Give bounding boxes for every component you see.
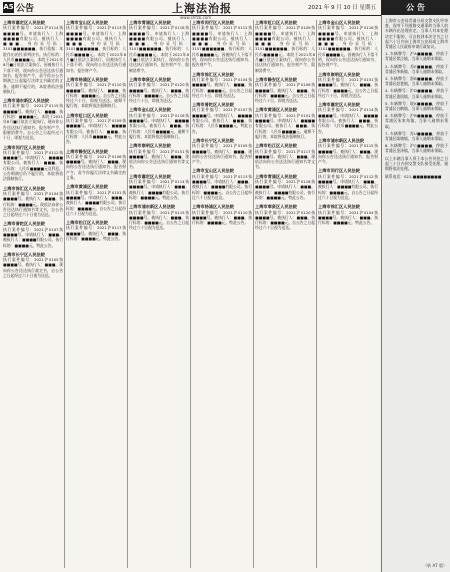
sidebar-paragraph: 2. 车辆牌号：苏E■■■■，停放于青浦区华新镇，当事人逾期未领取。 (385, 63, 448, 74)
notice-item (318, 20, 378, 68)
notice-title: 上海市闵行区人民法院 (318, 168, 360, 174)
notice-body: 执行案件编号：2021沪0106执■■■■号。被执行人：■■■。执行标的：■■■■元。自公告之日起经过六十日，即视为送达。 (255, 82, 315, 104)
notice-title: 上海市奉贤区人民法院 (255, 204, 297, 210)
notice-title: 上海市松江区人民法院 (66, 220, 108, 226)
notice-column (3, 20, 63, 568)
notice-body: 执行案件编号：2021沪0117执■■■■号。被执行人：■■■。执行标的：■■■■元。特此公告。 (66, 225, 126, 241)
continued-note: （转 A7 版） (423, 563, 447, 568)
notice-item (318, 102, 378, 134)
notice-title: 上海市嘉定区人民法院 (129, 173, 171, 179)
notice-title: 上海市徐汇区人民法院 (3, 185, 45, 191)
sidebar-paragraph: 7. 车辆牌号：苏U■■■■，停放于青浦区练塘镇，当事人逾期未领取。 (385, 130, 448, 142)
notice-body: 执行案件编号：2021沪0114执■■■■号。申请执行人：■■■■有限公司。被执行人：■■■。执行标的：人民币■■■■元。特此公告。 (318, 107, 378, 134)
notice-column (129, 20, 189, 568)
notice-item (192, 138, 252, 164)
notice-body: 执行案件编号：2021沪0105执■■■■号。被执行人：■■■。现向你公告送达执行裁定书，自公告之日起经过六十日视为送达。 (3, 257, 63, 279)
notice-title: 上海市闵行区人民法院 (192, 20, 234, 25)
notice-item (3, 98, 63, 140)
sidebar-paragraph: 6. 车辆牌号：沪B■■■■，停放于青浦区朱家角镇，当事人逾期未领取。 (385, 113, 448, 129)
sidebar-paragraph: 1. 车辆牌号：沪A■■■■，停放于青浦区徐泾镇，当事人逾期未领取。 (385, 51, 448, 62)
notice-item (318, 204, 378, 225)
notice-column (192, 20, 252, 568)
notice-item (129, 143, 189, 169)
notice-item (3, 145, 63, 182)
notice-item (318, 138, 378, 164)
notice-title: 上海市青浦区人民法院 (129, 20, 171, 25)
notice-title: 上海市金山区人民法院 (129, 107, 171, 113)
notice-title: 上海市虹口区人民法院 (66, 112, 108, 118)
sidebar-paragraph: 8. 车辆牌号：沪C■■■■，停放于青浦区金泽镇，当事人逾期未领取。 (385, 143, 448, 154)
notice-title: 上海市青浦区人民法院 (255, 173, 297, 179)
notice-item (3, 186, 63, 218)
notice-body: 执行案件编号：2021沪0116执■■■■号。申请执行人：■■■■有限公司。被执行人：■■■。执行标的：人民币■■■■元。逾期不履行的，本院将依法强制执行。 (129, 112, 189, 139)
notice-item (66, 20, 126, 73)
notice-item (66, 77, 126, 109)
notice-title: 上海市杨浦区人民法院 (66, 76, 108, 82)
notice-title: 上海市杨浦区人民法院 (192, 204, 234, 210)
notice-item (66, 184, 126, 216)
notice-column (255, 20, 315, 568)
notice-body: 执行案件编号：2021沪0107执■■■■号。申请执行人：■■■。被执行人：■■■■有限公司。执行标的：■■■■元。特此公告。 (3, 226, 63, 248)
notice-item (192, 102, 252, 134)
sidebar-paragraph: 4. 车辆牌号：沪D■■■■，停放于青浦区重固镇，当事人逾期未领取。 (385, 88, 448, 99)
notice-body: 执行案件编号：2021沪0109执■■■■号。申请执行人：■■■■有限公司。被执行人：■■■。执行标的：人民币■■■■元。特此公告。 (66, 118, 126, 145)
notice-item (192, 20, 252, 68)
section-title: 公告 (16, 4, 35, 14)
notice-title: 上海市长宁区人民法院 (192, 137, 234, 143)
notice-item (255, 143, 315, 169)
notice-body: 执行案件编号：2021沪0115执■■■■号。被执行人：■■■。执行标的：■■■■元。自公告之日起经过六十日视为送达。 (129, 209, 189, 231)
sidebar-column (381, 15, 450, 572)
notice-title: 上海市虹口区人民法院 (255, 20, 297, 25)
notice-title: 上海市黄浦区人民法院 (255, 107, 297, 113)
notice-item (66, 220, 126, 241)
notice-title: 上海市静安区人民法院 (66, 148, 108, 154)
notice-body: 执行案件编号：2021沪0104执■■■■号。被执行人：■■■。执行标的：■■■■元。特此公告。 (318, 209, 378, 226)
notice-item (192, 204, 252, 225)
website-url: www.shfzb.com (180, 15, 212, 20)
column-divider (64, 20, 65, 568)
notice-title: 上海市浦东新区人民法院 (3, 98, 50, 104)
notice-body: 执行案件编号：2021沪0151执■■■■号。被执行人：■■■。执行标的：■■■■元。自公告之日起经过六十日，即视为送达。 (318, 76, 378, 98)
notice-body: 执行案件编号：2021沪0113执■■■■号。申请执行人：■■■。被执行人：■■■■有限公司。执行标的：■■■■元。自公告之日起经过六十日视为送达。 (192, 173, 252, 200)
notice-item (129, 107, 189, 139)
notice-body: 执行案件编号：2021沪0117执■■■■号。被执行人：■■■。现依法向你公告送达执行通知书等文书。 (255, 148, 315, 170)
notice-body: 执行案件编号：2021沪0114执■■■■号。申请执行人：上海■■■■有限公司。被执行人：■■■，身份证号码：3101■■■■■■。执行依据：本院作出的民事判决书。执行标的：人民币■■■■元。本院于2021年8月■日依法立案执行。因被执行人下落不明，现向你公告送达执行通知书、报告财产令，责令你自公告期满之日起履行法律文书确定的义务。逾期不履行的，本院将依法强制执行。 (3, 25, 63, 94)
contact-number: 021-■■■■■■■■ (403, 174, 442, 180)
notice-body: 执行案件编号：2021沪0112执■■■■号。申请执行人：■■■。被执行人：■■■■有限公司。执行标的：■■■■元。自公告之日起经过六十日视为送达。 (318, 173, 378, 200)
notice-item (3, 20, 63, 94)
notice-item (3, 252, 63, 278)
column-divider (253, 20, 254, 568)
notice-body: 执行案件编号：2021沪0106执■■■■号。被执行人：■■■。现向你公告送达执行通知书、报告财产令，责令你履行法律文书确定的义务。 (66, 153, 126, 181)
column-divider (190, 20, 191, 568)
notice-body: 执行案件编号：2021沪0115执■■■■号。被执行人：■■■。执行标的：■■■■元。本院于2021年8月■日依法立案执行。现向你公告送达执行通知书、报告财产令、限制消费令。自公告之日起经过六十日，即视为送达。 (3, 103, 63, 141)
notice-title: 上海市松江区人民法院 (255, 143, 297, 149)
sidebar-contact (382, 171, 450, 179)
notice-body: 执行案件编号：2021沪0120执■■■■号。被执行人：■■■。执行标的：■■■■元。自公告之日起经过六十日视为送达。 (255, 209, 315, 231)
notice-title: 上海市奉贤区人民法院 (129, 76, 171, 82)
sidebar-title: 公 告 (381, 0, 450, 15)
notice-body: 执行案件编号：2021沪0114执■■■■号。申请执行人：■■■。被执行人：■■■■有限公司。执行标的：■■■■元。特此公告。 (129, 179, 189, 200)
column-divider (127, 20, 128, 568)
notice-body: 执行案件编号：2021沪0101执■■■■号。申请执行人：■■■■有限公司。被执行人：■■■。执行标的：人民币■■■■元。逾期不履行的，本院将依法强制执行。 (255, 112, 315, 139)
notice-title: 上海市嘉定区人民法院 (3, 20, 45, 25)
notice-item (129, 204, 189, 230)
notice-title: 上海市黄浦区人民法院 (66, 184, 108, 190)
notice-item (255, 20, 315, 73)
notice-item (192, 72, 252, 98)
notice-title: 上海市徐汇区人民法院 (192, 71, 234, 77)
notice-body: 执行案件编号：2021沪0120执■■■■号。被执行人：■■■。执行标的：■■■■元。自公告之日起经过六十日，即视为送达。 (129, 82, 189, 104)
notice-body: 执行案件编号：2021沪0112执■■■■号。申请执行人：■■■■有限公司。被执行人：■■■。执行标的：人民币■■■■元及利息。公告期满后仍不履行的，本院将依法强制执行。 (3, 149, 63, 182)
notice-body: 执行案件编号：2021沪0151执■■■■号。被执行人：■■■。现依法向你公告送达执行通知书等文书。 (129, 148, 189, 170)
notice-title: 上海市金山区人民法院 (318, 20, 360, 25)
notice-title: 上海市宝山区人民法院 (66, 20, 108, 25)
sidebar-paragraph: 上海市公安局青浦分局交警支队经审查，现对下列道路交通事故当事人的车辆作出处理决定。当事人对本处理决定不服的，可自收到本决定书之日起六十日内向上海市公安局或上海市青浦区人民政府申请行政复议。 (385, 18, 448, 50)
notice-item (255, 204, 315, 230)
notice-body: 执行案件编号：2021沪0118执■■■■号。申请执行人：■■■。被执行人：■■■■有限公司。执行标的：■■■■元。特此公告。 (255, 179, 315, 200)
notice-title: 上海市静安区人民法院 (255, 76, 297, 82)
notice-title: 上海市崇明区人民法院 (318, 71, 360, 77)
notice-body: 执行案件编号：2021沪0115执■■■■号。被执行人：■■■。现向你公告送达执行通知书、报告财产令。 (318, 143, 378, 165)
notice-item (318, 168, 378, 200)
contact-label: 联系电话： (385, 174, 404, 180)
notice-item (129, 77, 189, 103)
notice-body: 执行案件编号：2021沪0101执■■■■号。申请执行人：■■■。被执行人：■■■■有限公司。执行标的：■■■■元。自公告之日起经过六十日视为送达。 (66, 189, 126, 216)
notice-column (66, 20, 126, 568)
notice-body: 执行案件编号：2021沪0109执■■■■号。申请执行人：上海■■■■有限公司。被执行人：■■■，身份证号码：3101■■■■■■。执行标的：人民币■■■■元。本院于2021年8月■日依法立案执行。现向你公告送达执行通知书、报告财产令、限制消费令。 (255, 25, 315, 73)
notice-item (318, 72, 378, 98)
notice-body: 执行案件编号：2021沪0107执■■■■号。申请执行人：■■■■有限公司。被执行人：■■■。执行标的：人民币■■■■元。特此公告。 (192, 107, 252, 134)
notice-title: 上海市普陀区人民法院 (192, 102, 234, 108)
notice-item (192, 168, 252, 200)
notice-title: 上海市嘉定区人民法院 (318, 102, 360, 108)
notice-title: 上海市浦东新区人民法院 (129, 204, 176, 210)
notice-column (318, 20, 378, 568)
sidebar-paragraph: 3. 车辆牌号：浙B■■■■，停放于青浦区赵巷镇，当事人逾期未领取。 (385, 76, 448, 87)
notice-title: 上海市浦东新区人民法院 (318, 137, 365, 143)
notice-item (129, 20, 189, 73)
masthead-logo: 上海法治报 (172, 2, 232, 15)
notice-body: 执行案件编号：2021沪0110执■■■■号。被执行人：■■■。执行标的：■■■■元。自公告之日起经过六十日，即视为送达。逾期不履行的，本院将依法强制执行。 (66, 82, 126, 109)
notice-body: 执行案件编号：2021沪0112执■■■■号。申请执行人：上海■■■■有限公司。被执行人：■■■，身份证号码：3101■■■■■■。执行标的：人民币■■■■元。因被执行人下落不明，现向你公告送达执行通知书、报告财产令。 (192, 25, 252, 68)
notice-body: 执行案件编号：2021沪0104执■■■■号。被执行人：■■■。执行标的：■■■■元。自公告之日起经过六十日，即视为送达。 (192, 76, 252, 98)
column-divider (316, 20, 317, 568)
notice-body: 执行案件编号：2021沪0118执■■■■号。申请执行人：上海■■■■有限公司。被执行人：■■■，身份证号码：3101■■■■■■。执行标的：人民币■■■■元。本院于2021年8月■日依法立案执行。现向你公告送达执行通知书、报告财产令、限制消费令。 (129, 25, 189, 73)
notice-item (255, 77, 315, 103)
notice-item (66, 149, 126, 181)
notice-title: 上海市宝山区人民法院 (192, 168, 234, 174)
notice-item (3, 221, 63, 247)
issue-date: 2021 年 9 月 10 日 星期五 (308, 5, 376, 11)
notice-title: 上海市徐汇区人民法院 (318, 204, 360, 210)
notice-item (255, 107, 315, 139)
notice-title: 上海市长宁区人民法院 (3, 251, 45, 257)
notice-body: 执行案件编号：2021沪0104执■■■■号。被执行人：■■■。执行标的：■■■■元。现依法向你公告送达执行通知书等文书，自公告之日起经过六十日视为送达。 (3, 190, 63, 218)
sidebar-paragraph: 5. 车辆牌号：皖K■■■■，停放于青浦区白鹤镇，当事人逾期未领取。 (385, 100, 448, 112)
sidebar-paragraph: 以上车辆当事人须于本公告刊登之日起三十日内到交警支队接受处理，逾期将依法处理。 (385, 155, 448, 172)
notice-title: 上海市普陀区人民法院 (3, 221, 45, 227)
notice-body: 执行案件编号：2021沪0110执■■■■号。被执行人：■■■。执行标的：■■■■元。特此公告。 (192, 209, 252, 226)
notice-item (129, 174, 189, 200)
sidebar-text (382, 15, 450, 171)
notice-body: 执行案件编号：2021沪0113执■■■■号。申请执行人：上海■■■■有限公司。被执行人：■■■，身份证号码：3101■■■■■■。执行标的：人民币■■■■元。本院于2021年8月■日依法立案执行。因被执行人下落不明，现向你公告送达执行通知书、报告财产令。 (66, 25, 126, 73)
notice-title: 上海市崇明区人民法院 (129, 143, 171, 149)
notice-item (66, 113, 126, 145)
notice-body: 执行案件编号：2021沪0105执■■■■号。被执行人：■■■。现向你公告送达执行通知书、报告财产令。 (192, 143, 252, 165)
section-number-badge: A5 (3, 3, 14, 11)
notice-item (255, 174, 315, 200)
notice-body: 执行案件编号：2021沪0116执■■■■号。申请执行人：上海■■■■有限公司。被执行人：■■■，身份证号码：3101■■■■■■。执行标的：人民币■■■■元。因被执行人下落不明，现向你公告送达执行通知书、报告财产令。 (318, 25, 378, 68)
notice-title: 上海市闵行区人民法院 (3, 144, 45, 150)
